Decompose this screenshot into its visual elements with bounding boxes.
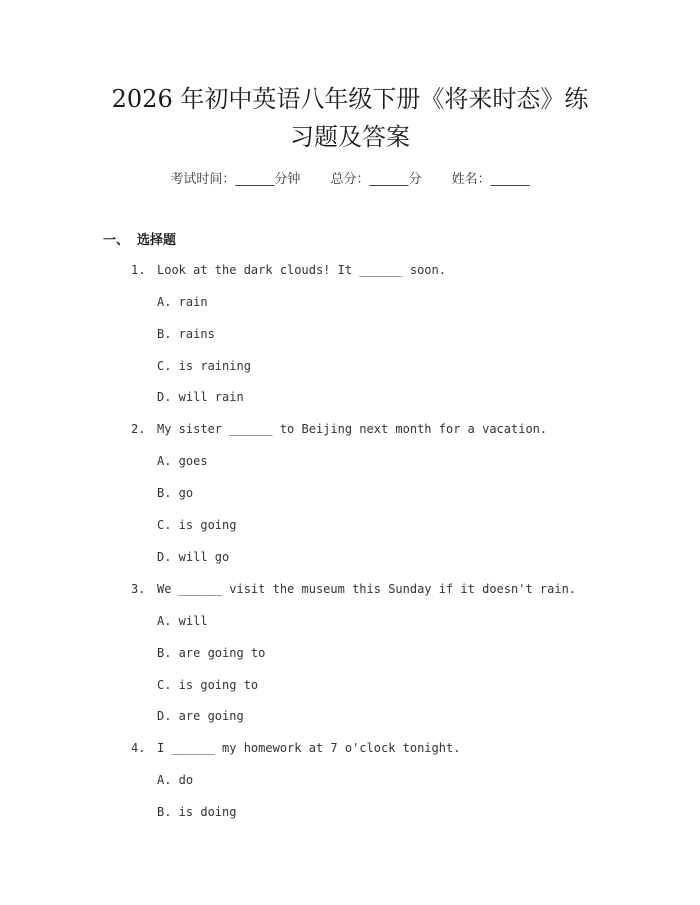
option-item: D. will rain [157, 390, 244, 404]
option-item: A. goes [157, 454, 208, 468]
option-item: C. is going to [157, 678, 259, 692]
title-line-1: 2026 年初中英语八年级下册《将来时态》练 [111, 85, 589, 113]
exam-student-name: 姓名：______ [451, 172, 530, 187]
option-item: A. rain [157, 295, 208, 309]
option-item: A. will [157, 614, 208, 628]
question-number: 4. [131, 741, 146, 755]
question-number: 1. [131, 263, 146, 277]
option-item: B. go [157, 486, 194, 500]
option-item: C. is raining [157, 359, 251, 373]
question-text: I ______ my homework at 7 o'clock tonight. [157, 741, 461, 755]
question-text: We ______ visit the museum this Sunday if it doesn't rain. [157, 582, 577, 596]
exam-time: 考试时间：______分钟 [170, 172, 301, 187]
option-item: A. do [157, 773, 194, 787]
exam-total-score: 总分：______分 [330, 172, 422, 187]
question-number: 3. [131, 582, 146, 596]
option-item: C. is going [157, 518, 237, 532]
section-number: 一、 [103, 233, 130, 248]
question-number: 2. [131, 422, 146, 436]
title-line-2: 习题及答案 [290, 123, 410, 151]
option-item: B. is doing [157, 805, 237, 819]
exam-info [0, 168, 700, 187]
section-title: 选择题 [137, 233, 177, 248]
question-text: Look at the dark clouds! It ______ soon. [157, 263, 446, 277]
option-item: B. rains [157, 327, 215, 341]
option-item: D. are going [157, 709, 244, 723]
option-item: D. will go [157, 550, 230, 564]
page-title [60, 80, 640, 156]
option-item: B. are going to [157, 646, 266, 660]
question-text: My sister ______ to Beijing next month for a vacation. [157, 422, 548, 436]
section-heading [103, 229, 176, 248]
